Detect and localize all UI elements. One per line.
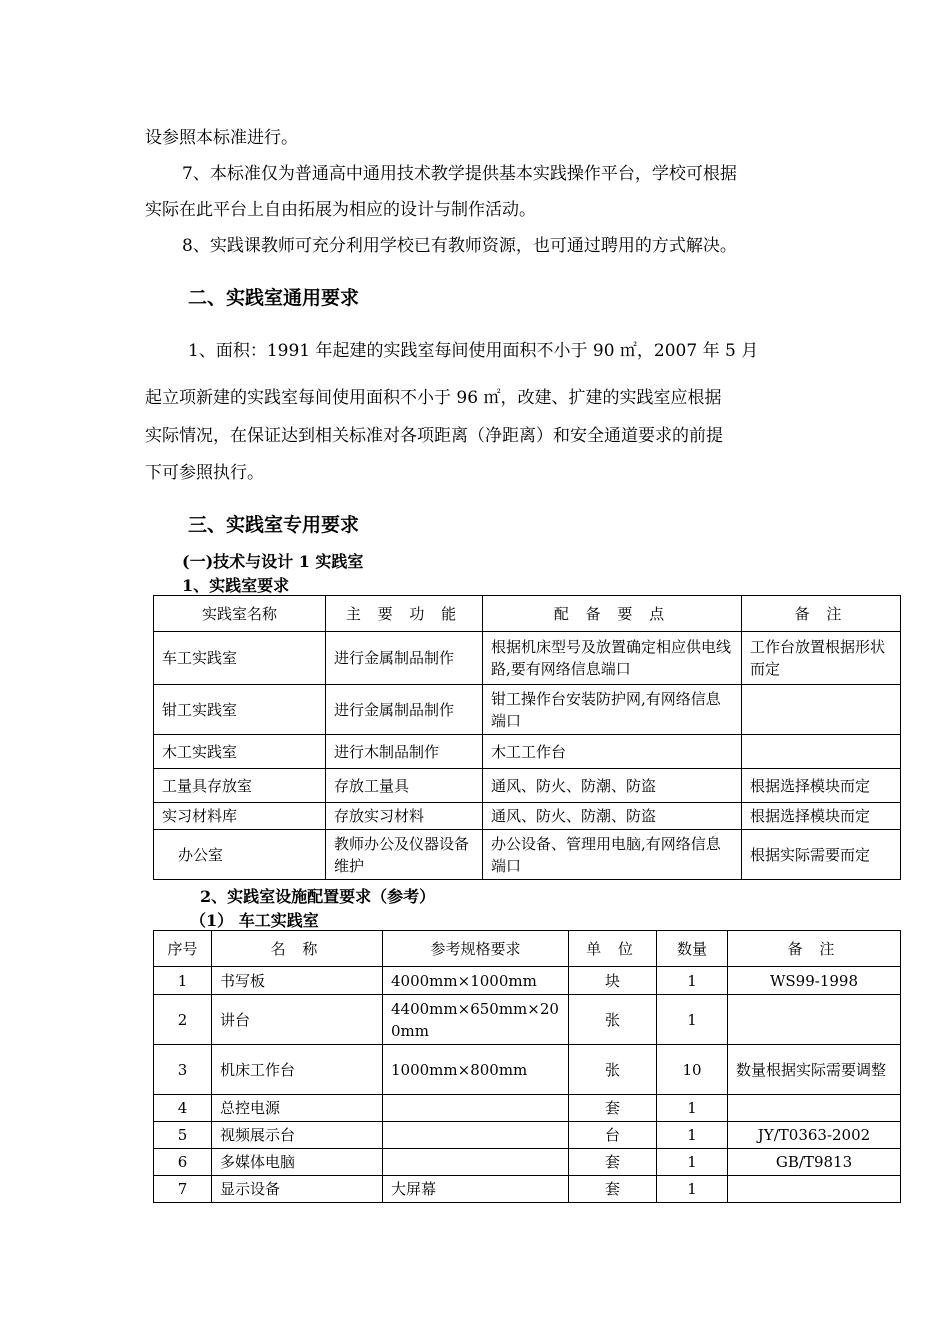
area-line-4: 下可参照执行。 — [145, 463, 264, 483]
table-cell: 块 — [569, 967, 657, 995]
table-cell: 显示设备 — [212, 1176, 383, 1203]
header-cell: 数量 — [657, 931, 728, 967]
table-cell: 根据机床型号及放置确定相应供电线路,要有网络信息端口 — [483, 632, 742, 685]
header-cell: 主 要 功 能 — [326, 596, 483, 632]
subsection-1-heading: (一)技术与设计 1 实践室 — [182, 552, 364, 571]
table-cell: 10 — [657, 1045, 728, 1095]
table-cell: 4000mm×1000mm — [383, 967, 569, 995]
table-row — [154, 1095, 901, 1122]
table-cell: 1 — [657, 1122, 728, 1149]
header-cell: 备 注 — [742, 596, 901, 632]
table-row — [154, 995, 901, 1045]
table-cell: 1 — [657, 1149, 728, 1176]
table-row — [154, 685, 901, 735]
section-2-heading: 二、实践室通用要求 — [188, 287, 360, 309]
paragraph-continuation: 设参照本标准进行。 — [145, 128, 298, 148]
table-cell: 存放工量具 — [326, 769, 483, 803]
table-cell: 3 — [154, 1045, 212, 1095]
table-cell: 机床工作台 — [212, 1045, 383, 1095]
table-cell: 办公室 — [154, 830, 326, 880]
table-cell: 5 — [154, 1122, 212, 1149]
table-cell: 工作台放置根据形状而定 — [742, 632, 901, 685]
table-cell — [383, 1122, 569, 1149]
header-cell: 配 备 要 点 — [483, 596, 742, 632]
table-cell: 木工工作台 — [483, 735, 742, 769]
table-row — [154, 1045, 901, 1095]
table-cell: 教师办公及仪器设备维护 — [326, 830, 483, 880]
table-cell: 钳工操作台安装防护网,有网络信息端口 — [483, 685, 742, 735]
table-cell: 1 — [154, 967, 212, 995]
table-cell: 6 — [154, 1149, 212, 1176]
table-cell: 张 — [569, 995, 657, 1045]
table-row — [154, 1176, 901, 1203]
table-cell: 讲台 — [212, 995, 383, 1045]
table-cell: 数量根据实际需要调整 — [728, 1045, 901, 1095]
table-cell: 2 — [154, 995, 212, 1045]
table-cell: 多媒体电脑 — [212, 1149, 383, 1176]
subsection-2-1-heading: （1） 车工实践室 — [190, 911, 319, 930]
area-line-2: 起立项新建的实践室每间使用面积不小于 96 ㎡，改建、扩建的实践室应根据 — [145, 388, 722, 408]
table-cell: 工量具存放室 — [154, 769, 326, 803]
table-cell: 通风、防火、防潮、防盗 — [483, 769, 742, 803]
table-cell: 存放实习材料 — [326, 803, 483, 830]
table-row — [154, 1122, 901, 1149]
table-cell: 进行金属制品制作 — [326, 632, 483, 685]
table-cell: 7 — [154, 1176, 212, 1203]
table-cell: 套 — [569, 1176, 657, 1203]
header-cell: 参考规格要求 — [383, 931, 569, 967]
table-cell: 木工实践室 — [154, 735, 326, 769]
table-row — [154, 632, 901, 685]
table-header-row — [154, 931, 901, 967]
table-cell — [728, 995, 901, 1045]
table-cell — [742, 685, 901, 735]
paragraph-7-line2: 实际在此平台上自由拓展为相应的设计与制作活动。 — [145, 200, 536, 220]
table-cell: 根据选择模块而定 — [742, 769, 901, 803]
area-line-3: 实际情况，在保证达到相关标准对各项距离（净距离）和安全通道要求的前提 — [145, 426, 723, 446]
header-cell: 备 注 — [728, 931, 901, 967]
table-cell: 总控电源 — [212, 1095, 383, 1122]
table-cell: 1000mm×800mm — [383, 1045, 569, 1095]
table-header-row — [154, 596, 901, 632]
table-cell: 车工实践室 — [154, 632, 326, 685]
header-cell: 名 称 — [212, 931, 383, 967]
paragraph-8: 8、实践课教师可充分利用学校已有教师资源，也可通过聘用的方式解决。 — [182, 236, 737, 256]
table-cell: 套 — [569, 1095, 657, 1122]
header-cell: 序号 — [154, 931, 212, 967]
table-row — [154, 803, 901, 830]
section-3-heading: 三、实践室专用要求 — [188, 514, 360, 536]
subsection-1-1-heading: 1、实践室要求 — [182, 576, 290, 595]
table-cell: 实习材料库 — [154, 803, 326, 830]
table-cell: 书写板 — [212, 967, 383, 995]
table-cell: 套 — [569, 1149, 657, 1176]
table-cell: 1 — [657, 967, 728, 995]
table-cell: 1 — [657, 1176, 728, 1203]
table-row — [154, 967, 901, 995]
table-cell: 1 — [657, 995, 728, 1045]
table-cell — [728, 1176, 901, 1203]
table-cell: 4400mm×650mm×200mm — [383, 995, 569, 1045]
table-cell — [728, 1095, 901, 1122]
table-cell: 视频展示台 — [212, 1122, 383, 1149]
paragraph-7-line1: 7、本标准仅为普通高中通用技术教学提供基本实践操作平台，学校可根据 — [182, 164, 737, 184]
table-cell: 台 — [569, 1122, 657, 1149]
table-cell — [383, 1095, 569, 1122]
table-cell: 钳工实践室 — [154, 685, 326, 735]
table-cell — [742, 735, 901, 769]
lab-requirements-table — [153, 595, 901, 880]
table-row — [154, 769, 901, 803]
table-cell: 进行金属制品制作 — [326, 685, 483, 735]
table-cell: 办公设备、管理用电脑,有网络信息端口 — [483, 830, 742, 880]
table-cell: 通风、防火、防潮、防盗 — [483, 803, 742, 830]
table-row — [154, 830, 901, 880]
table-row — [154, 735, 901, 769]
subsection-2-heading: 2、实践室设施配置要求（参考） — [200, 887, 436, 906]
table-cell: GB/T9813 — [728, 1149, 901, 1176]
table-cell: JY/T0363-2002 — [728, 1122, 901, 1149]
header-cell: 实践室名称 — [154, 596, 326, 632]
table-cell — [383, 1149, 569, 1176]
header-cell: 单 位 — [569, 931, 657, 967]
table-cell: 张 — [569, 1045, 657, 1095]
table-cell: WS99-1998 — [728, 967, 901, 995]
table-cell: 进行木制品制作 — [326, 735, 483, 769]
table-cell: 大屏幕 — [383, 1176, 569, 1203]
table-row — [154, 1149, 901, 1176]
area-line-1: 1、面积：1991 年起建的实践室每间使用面积不小于 90 ㎡，2007 年 5 月 — [188, 341, 759, 361]
lathe-lab-equipment-table — [153, 930, 901, 1203]
table-cell: 4 — [154, 1095, 212, 1122]
table-cell: 根据实际需要而定 — [742, 830, 901, 880]
table-cell: 1 — [657, 1095, 728, 1122]
table-cell: 根据选择模块而定 — [742, 803, 901, 830]
